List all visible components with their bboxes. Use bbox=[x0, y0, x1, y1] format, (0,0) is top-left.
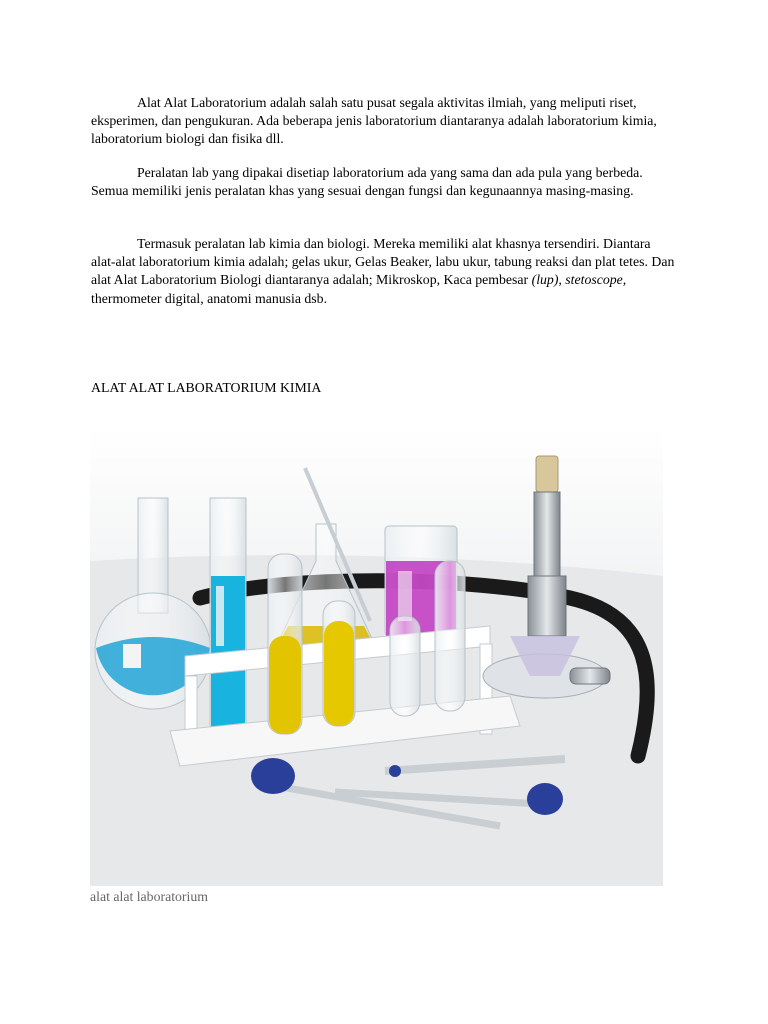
lab-equipment-illustration bbox=[90, 426, 663, 886]
chem-bio-paragraph: Termasuk peralatan lab kimia dan biologi. Mereka memiliki alat khasnya tersendiri. Diantara alat-alat laboratorium kimia adalah; gelas ukur, Gelas Beaker, labu ukur, tabung reaksi dan plat tetes. Dan alat Alat Laboratorium Biologi diantaranya adalah; Mikroskop, Kaca pembesar (lup), stetoscope, thermometer digital, anatomi manusia dsb. bbox=[91, 236, 675, 306]
intro-paragraph: Alat Alat Laboratorium adalah salah satu pusat segala aktivitas ilmiah, yang meliputi riset, eksperimen, dan pengukuran. Ada beberapa jenis laboratorium diantaranya adalah laboratorium kimia, laboratorium biologi dan fisika dll. bbox=[91, 95, 657, 147]
graduated-cylinder bbox=[210, 498, 246, 758]
equipment-paragraph: Peralatan lab yang dipakai disetiap laboratorium ada yang sama dan ada pula yang berbeda. Semua memiliki jenis peralatan khas yang sesuai dengan fungsi dan kegunaannya masing-masing. bbox=[91, 165, 643, 199]
section-heading: ALAT ALAT LABORATORIUM KIMIA bbox=[91, 380, 322, 395]
figure-caption: alat alat laboratorium bbox=[90, 889, 208, 904]
